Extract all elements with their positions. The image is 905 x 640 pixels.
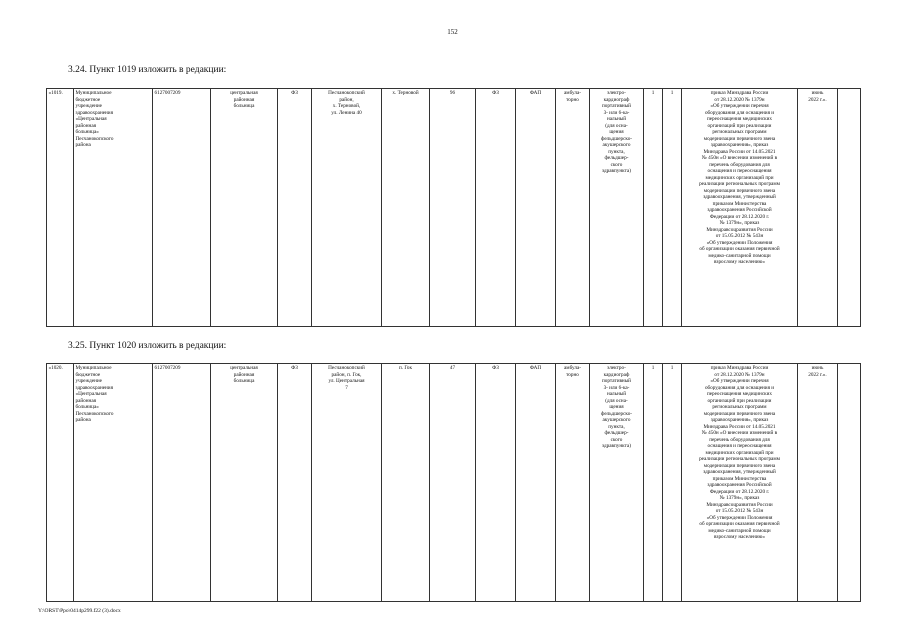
cell-quantity-1: 1	[644, 89, 663, 327]
cell-unit-kind: ФАП	[516, 89, 556, 327]
cell-organization: Муниципальное бюджетное учреждение здравоохранения «Центральная районная больница» Песчанокопского района	[74, 89, 153, 327]
cell-unit-type-2: ФЗ	[476, 364, 516, 602]
cell-org-type: центральная районная больница	[211, 89, 278, 327]
cell-quantity-2: 1	[663, 364, 682, 602]
cell-quantity-1: 1	[644, 364, 663, 602]
section-title-1020: 3.25. Пункт 1020 изложить в редакции:	[68, 341, 227, 351]
cell-inn: 6127007209	[153, 89, 211, 327]
table-item-1020	[46, 363, 861, 602]
cell-organization: Муниципальное бюджетное учреждение здравоохранения «Центральная районная больница» Песчанокопского района	[74, 364, 153, 602]
file-path-footer: Y:\ORST\Ppo\0414p299.f22 (3).docx	[38, 608, 121, 614]
cell-regulation: приказ Минздрава России от 28.12.2020 № 1379н «Об утверждении перечня оборудования для оснащения и переоснащения медицинских организаций при реализации региональных программ модернизации первичного звена здравоохранения», приказ Минздрава России от 14.05.2021 № 450н «О внесении изменений в перечень оборудования для оснащения и переоснащения медицинских организаций при реализации региональных программ модернизации первичного звена здравоохранения, утвержденный приказом Министерства здравоохранения Российской Федерации от 28.12.2020 г. № 1379н», приказ Минздравсоцразвития России от 15.05.2012 № 543н «Об утверждении Положения об организации оказания первичной медико-санитарной помощи взрослому населению»	[682, 364, 798, 602]
cell-regulation: приказ Минздрава России от 28.12.2020 № 1379н «Об утверждении перечня оборудования для оснащения и переоснащения медицинских организаций при реализации региональных программ модернизации первичного звена здравоохранения», приказ Минздрава России от 14.05.2021 № 450н «О внесении изменений в перечень оборудования для оснащения и переоснащения медицинских организаций при реализации региональных программ модернизации первичного звена здравоохранения, утвержденный приказом Министерства здравоохранения Российской Федерации от 28.12.2020 г. № 1379н», приказ Минздравсоцразвития России от 15.05.2012 № 543н «Об утверждении Положения об организации оказания первичной медико-санитарной помощи взрослому населению»	[682, 89, 798, 327]
cell-deadline: июнь 2022 г.».	[798, 364, 838, 602]
cell-unit-type-2: ФЗ	[476, 89, 516, 327]
cell-care-mode: амбула- торно	[556, 364, 590, 602]
cell-care-mode: амбула- торно	[556, 89, 590, 327]
cell-deadline: июнь 2022 г.».	[798, 89, 838, 327]
table-row	[47, 89, 861, 327]
page-number: 152	[447, 28, 458, 36]
cell-population: 96	[430, 89, 476, 327]
cell-unit-kind: ФАП	[516, 364, 556, 602]
cell-number: «1020.	[47, 364, 74, 602]
section-title-1019: 3.24. Пункт 1019 изложить в редакции:	[68, 65, 227, 75]
cell-settlement: п. Гок	[382, 364, 430, 602]
cell-equipment: электро- кардиограф портативный 3- или 6-ка- нальный (для осна- щения фельдшерско- акушерского пункта, фельдшер- ского здравпункта)	[590, 364, 644, 602]
cell-empty	[838, 364, 861, 602]
cell-org-type: центральная районная больница	[211, 364, 278, 602]
cell-quantity-2: 1	[663, 89, 682, 327]
cell-unit-type: ФЗ	[278, 364, 312, 602]
cell-inn: 6127007209	[153, 364, 211, 602]
cell-settlement: х. Терновой	[382, 89, 430, 327]
table-row	[47, 364, 861, 602]
cell-address: Песчанокопский район, п. Гок, ул. Центральная 7	[312, 364, 382, 602]
cell-empty	[838, 89, 861, 327]
cell-equipment: электро- кардиограф портативный 3- или 6-ка- нальный (для осна- щения фельдшерско- акушерского пункта, фельдшер- ского здравпункта)	[590, 89, 644, 327]
cell-number: «1019.	[47, 89, 74, 327]
cell-address: Песчанокопский район, х. Терновой, ул. Ленина 40	[312, 89, 382, 327]
table-item-1019	[46, 88, 861, 327]
cell-unit-type: ФЗ	[278, 89, 312, 327]
cell-population: 47	[430, 364, 476, 602]
